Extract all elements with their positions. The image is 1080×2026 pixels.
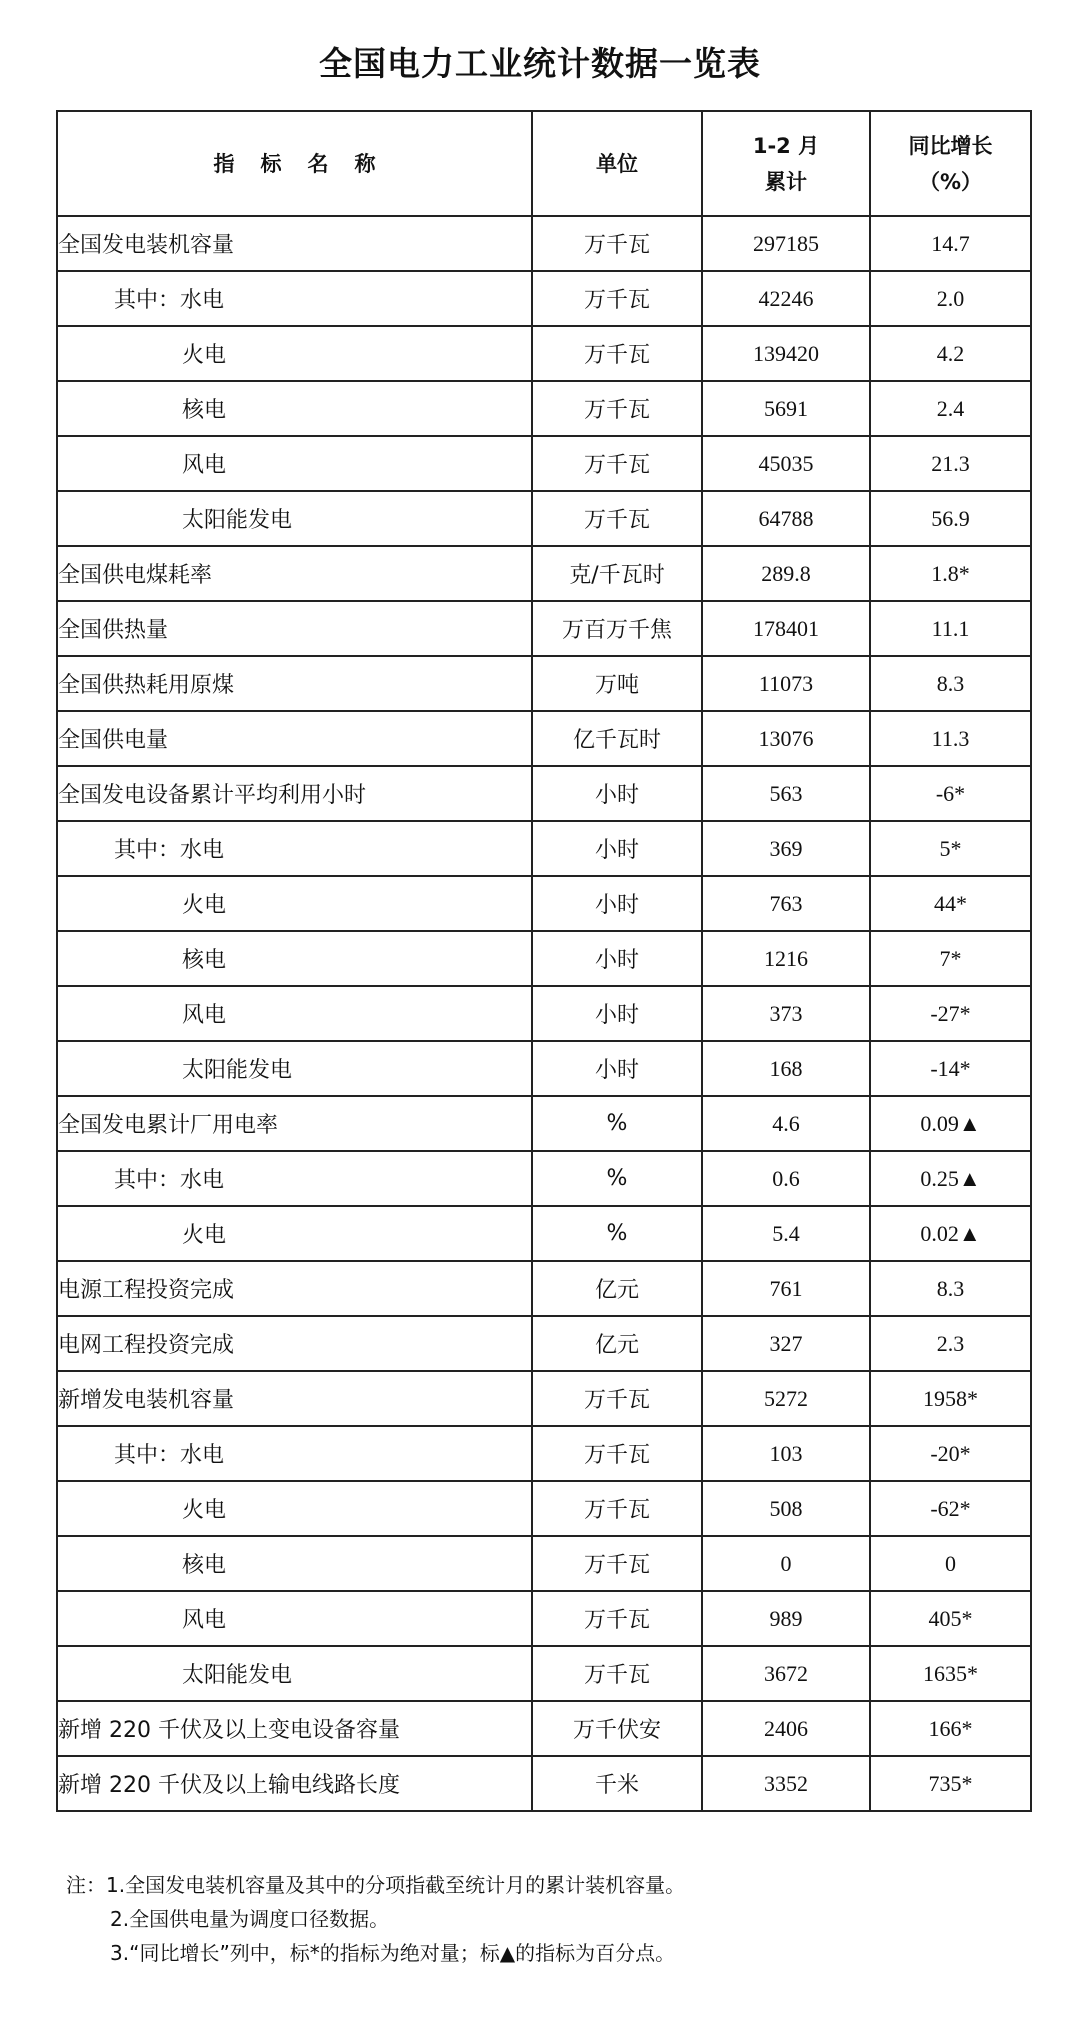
header-growth-line2: （%）: [918, 169, 983, 194]
indicator-unit: 万千瓦: [532, 436, 702, 491]
indicator-name: 新增 220 千伏及以上变电设备容量: [57, 1701, 532, 1756]
indicator-name: 太阳能发电: [57, 491, 532, 546]
table-row: [57, 1481, 1031, 1536]
indicator-growth: 8.3: [870, 1261, 1031, 1316]
header-indicator-name: 指标名称: [57, 111, 532, 216]
indicator-growth: 2.3: [870, 1316, 1031, 1371]
indicator-name: 风电: [57, 986, 532, 1041]
indicator-unit: 万千瓦: [532, 381, 702, 436]
indicator-unit: 小时: [532, 1041, 702, 1096]
indicator-name: 火电: [57, 1481, 532, 1536]
indicator-unit: 万千瓦: [532, 1646, 702, 1701]
indicator-unit: 千米: [532, 1756, 702, 1811]
indicator-unit: 万千伏安: [532, 1701, 702, 1756]
indicator-name: 全国发电装机容量: [57, 216, 532, 271]
indicator-name: 火电: [57, 876, 532, 931]
indicator-value: 763: [702, 876, 870, 931]
table-row: [57, 1041, 1031, 1096]
indicator-name: 新增发电装机容量: [57, 1371, 532, 1426]
indicator-growth: 14.7: [870, 216, 1031, 271]
indicator-unit: 万千瓦: [532, 491, 702, 546]
indicator-unit: 万百万千焦: [532, 601, 702, 656]
indicator-value: 1216: [702, 931, 870, 986]
indicator-growth: 735*: [870, 1756, 1031, 1811]
table-row: [57, 876, 1031, 931]
indicator-growth: -20*: [870, 1426, 1031, 1481]
header-growth: [870, 111, 1031, 216]
header-period: [702, 111, 870, 216]
indicator-growth: 0.09▲: [870, 1096, 1031, 1151]
indicator-growth: 11.1: [870, 601, 1031, 656]
indicator-unit: 小时: [532, 876, 702, 931]
table-row: [57, 271, 1031, 326]
table-row: [57, 546, 1031, 601]
footnote-3: 3.“同比增长”列中，标*的指标为绝对量；标▲的指标为百分点。: [110, 1941, 676, 1965]
table-row: [57, 601, 1031, 656]
indicator-name: 电源工程投资完成: [57, 1261, 532, 1316]
indicator-growth: -62*: [870, 1481, 1031, 1536]
indicator-value: 5691: [702, 381, 870, 436]
indicator-name: 全国供热耗用原煤: [57, 656, 532, 711]
indicator-name: 风电: [57, 436, 532, 491]
table-header-row: [57, 111, 1031, 216]
indicator-value: 5272: [702, 1371, 870, 1426]
indicator-name: 火电: [57, 326, 532, 381]
indicator-value: 373: [702, 986, 870, 1041]
indicator-value: 5.4: [702, 1206, 870, 1261]
indicator-growth: 0.25▲: [870, 1151, 1031, 1206]
indicator-name: 全国供电煤耗率: [57, 546, 532, 601]
table-row: [57, 491, 1031, 546]
indicator-value: 11073: [702, 656, 870, 711]
indicator-growth: 56.9: [870, 491, 1031, 546]
indicator-value: 103: [702, 1426, 870, 1481]
indicator-value: 563: [702, 766, 870, 821]
indicator-unit: 克/千瓦时: [532, 546, 702, 601]
indicator-unit: 小时: [532, 766, 702, 821]
table-row: [57, 821, 1031, 876]
indicator-value: 3672: [702, 1646, 870, 1701]
indicator-unit: 万吨: [532, 656, 702, 711]
footnote-1: 注：1.全国发电装机容量及其中的分项指截至统计月的累计装机容量。: [66, 1873, 686, 1897]
indicator-growth: 2.0: [870, 271, 1031, 326]
table-row: [57, 1701, 1031, 1756]
table-row: [57, 216, 1031, 271]
indicator-value: 2406: [702, 1701, 870, 1756]
indicator-value: 761: [702, 1261, 870, 1316]
indicator-name: 风电: [57, 1591, 532, 1646]
indicator-growth: 166*: [870, 1701, 1031, 1756]
footnote-2: 2.全国供电量为调度口径数据。: [110, 1907, 390, 1931]
indicator-unit: 小时: [532, 986, 702, 1041]
indicator-value: 64788: [702, 491, 870, 546]
header-growth-line1: 同比增长: [908, 133, 993, 158]
indicator-growth: 7*: [870, 931, 1031, 986]
statistics-table: [56, 110, 1032, 1812]
indicator-name: 火电: [57, 1206, 532, 1261]
indicator-growth: 5*: [870, 821, 1031, 876]
indicator-name: 核电: [57, 381, 532, 436]
indicator-name: 核电: [57, 931, 532, 986]
indicator-name: 其中：水电: [57, 821, 532, 876]
table-row: [57, 436, 1031, 491]
indicator-value: 297185: [702, 216, 870, 271]
indicator-growth: 405*: [870, 1591, 1031, 1646]
indicator-growth: -6*: [870, 766, 1031, 821]
table-row: [57, 1151, 1031, 1206]
table-row: [57, 1371, 1031, 1426]
indicator-value: 45035: [702, 436, 870, 491]
indicator-unit: %: [532, 1206, 702, 1261]
indicator-unit: 万千瓦: [532, 326, 702, 381]
indicator-name: 其中：水电: [57, 1151, 532, 1206]
indicator-unit: 亿元: [532, 1316, 702, 1371]
indicator-name: 太阳能发电: [57, 1646, 532, 1701]
indicator-unit: 万千瓦: [532, 1481, 702, 1536]
table-row: [57, 986, 1031, 1041]
indicator-unit: 万千瓦: [532, 271, 702, 326]
indicator-growth: 0.02▲: [870, 1206, 1031, 1261]
indicator-unit: 小时: [532, 821, 702, 876]
indicator-growth: 11.3: [870, 711, 1031, 766]
indicator-growth: 44*: [870, 876, 1031, 931]
indicator-unit: %: [532, 1151, 702, 1206]
table-row: [57, 1316, 1031, 1371]
indicator-value: 3352: [702, 1756, 870, 1811]
indicator-name: 核电: [57, 1536, 532, 1591]
indicator-growth: 1.8*: [870, 546, 1031, 601]
indicator-name: 其中：水电: [57, 1426, 532, 1481]
indicator-growth: 21.3: [870, 436, 1031, 491]
table-row: [57, 1591, 1031, 1646]
indicator-value: 4.6: [702, 1096, 870, 1151]
header-unit: 单位: [532, 111, 702, 216]
table-row: [57, 1426, 1031, 1481]
indicator-value: 0: [702, 1536, 870, 1591]
header-period-line1: 1-2 月: [752, 133, 820, 158]
table-row: [57, 1756, 1031, 1811]
indicator-name: 新增 220 千伏及以上输电线路长度: [57, 1756, 532, 1811]
indicator-value: 139420: [702, 326, 870, 381]
indicator-name: 全国发电累计厂用电率: [57, 1096, 532, 1151]
indicator-value: 0.6: [702, 1151, 870, 1206]
table-row: [57, 1096, 1031, 1151]
indicator-name: 其中：水电: [57, 271, 532, 326]
table-row: [57, 1261, 1031, 1316]
indicator-value: 13076: [702, 711, 870, 766]
indicator-value: 508: [702, 1481, 870, 1536]
table-row: [57, 1206, 1031, 1261]
indicator-unit: 万千瓦: [532, 1371, 702, 1426]
indicator-name: 全国供热量: [57, 601, 532, 656]
table-row: [57, 381, 1031, 436]
header-period-line2: 累计: [765, 169, 807, 194]
indicator-value: 168: [702, 1041, 870, 1096]
table-row: [57, 1536, 1031, 1591]
indicator-unit: 亿千瓦时: [532, 711, 702, 766]
indicator-name: 电网工程投资完成: [57, 1316, 532, 1371]
indicator-value: 178401: [702, 601, 870, 656]
indicator-value: 327: [702, 1316, 870, 1371]
indicator-unit: %: [532, 1096, 702, 1151]
indicator-growth: 1958*: [870, 1371, 1031, 1426]
indicator-growth: 1635*: [870, 1646, 1031, 1701]
indicator-name: 全国供电量: [57, 711, 532, 766]
indicator-unit: 万千瓦: [532, 216, 702, 271]
indicator-value: 42246: [702, 271, 870, 326]
indicator-unit: 万千瓦: [532, 1426, 702, 1481]
table-row: [57, 711, 1031, 766]
indicator-growth: 2.4: [870, 381, 1031, 436]
table-row: [57, 766, 1031, 821]
indicator-growth: 8.3: [870, 656, 1031, 711]
table-row: [57, 326, 1031, 381]
table-row: [57, 1646, 1031, 1701]
indicator-unit: 万千瓦: [532, 1591, 702, 1646]
indicator-name: 太阳能发电: [57, 1041, 532, 1096]
indicator-unit: 亿元: [532, 1261, 702, 1316]
indicator-growth: 4.2: [870, 326, 1031, 381]
indicator-name: 全国发电设备累计平均利用小时: [57, 766, 532, 821]
indicator-value: 369: [702, 821, 870, 876]
indicator-growth: -27*: [870, 986, 1031, 1041]
indicator-value: 289.8: [702, 546, 870, 601]
indicator-growth: -14*: [870, 1041, 1031, 1096]
indicator-unit: 小时: [532, 931, 702, 986]
page-title: 全国电力工业统计数据一览表: [319, 44, 761, 83]
table-row: [57, 931, 1031, 986]
table-row: [57, 656, 1031, 711]
indicator-unit: 万千瓦: [532, 1536, 702, 1591]
footnotes: [66, 1868, 1026, 1970]
indicator-growth: 0: [870, 1536, 1031, 1591]
indicator-value: 989: [702, 1591, 870, 1646]
